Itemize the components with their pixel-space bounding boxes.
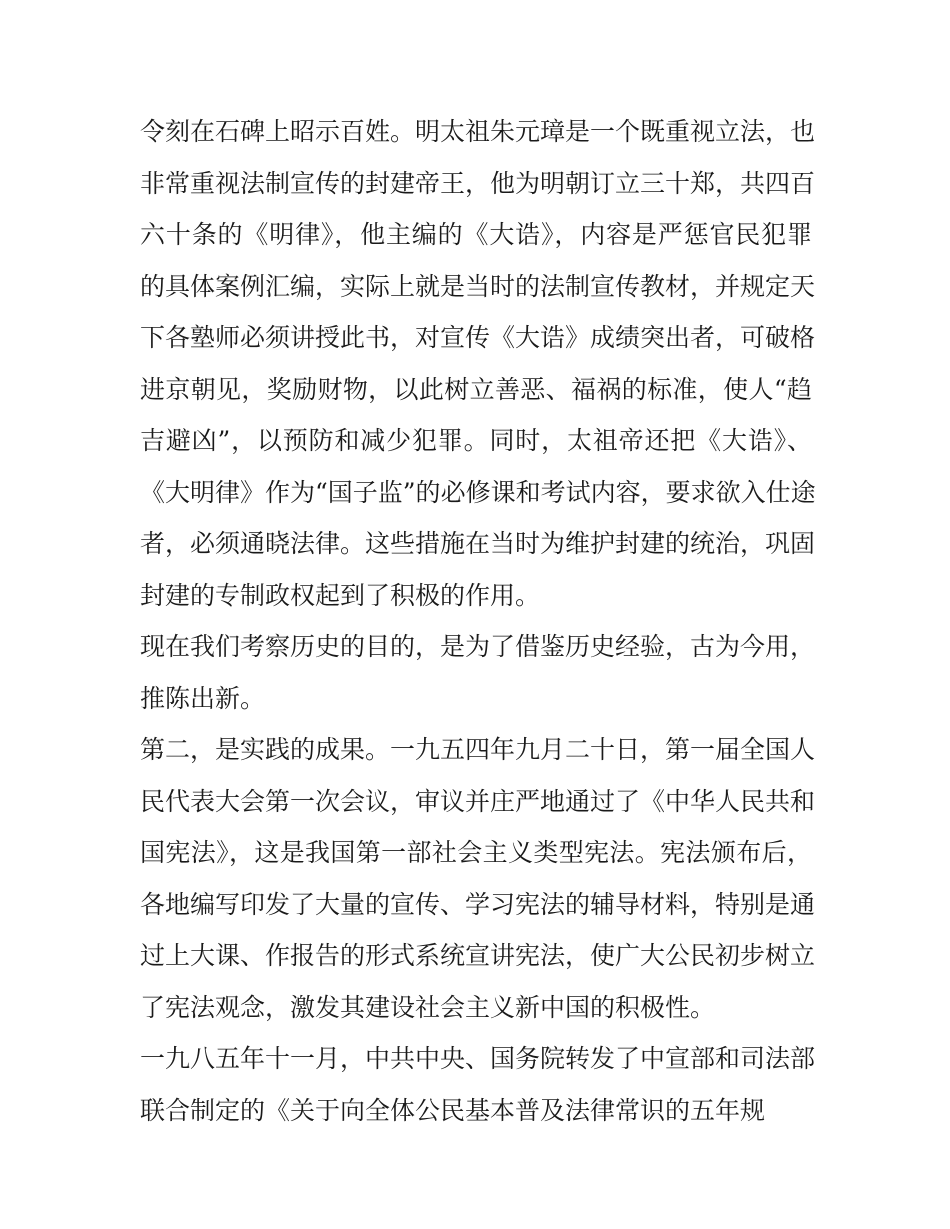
text-line: 下各塾师必须讲授此书，对宣传《大诰》成绩突出者，可破格 <box>140 323 816 352</box>
text-line: 国宪法》，这是我国第一部社会主义类型宪法。宪法颁布后， <box>140 838 812 867</box>
paragraph-ming-dynasty-legal-propaganda <box>140 106 816 621</box>
text-line: 了宪法观念，激发其建设社会主义新中国的积极性。 <box>140 992 716 1022</box>
text-line: 联合制定的《关于向全体公民基本普及法律常识的五年规 <box>140 1095 766 1125</box>
text-line: 过上大课、作报告的形式系统宣讲宪法，使广大公民初步树立 <box>140 941 816 970</box>
text-line: 推陈出新。 <box>140 683 266 713</box>
paragraph-1985-plan <box>140 1033 816 1136</box>
document-page <box>140 106 816 1136</box>
text-line: 各地编写印发了大量的宣传、学习宪法的辅导材料，特别是通 <box>140 889 816 919</box>
text-line: 第二，是实践的成果。一九五四年九月二十日，第一届全国人 <box>140 735 816 764</box>
text-line: 非常重视法制宣传的封建帝王，他为明朝订立三十郑，共四百 <box>140 168 816 198</box>
paragraph-history-purpose <box>140 621 816 724</box>
text-line: 现在我们考察历史的目的，是为了借鉴历史经验，古为今用， <box>140 632 816 661</box>
text-line: 封建的专制政权起到了积极的作用。 <box>140 580 541 610</box>
text-line: 吉避凶”，以预防和减少犯罪。同时，太祖帝还把《大诰》、 <box>140 426 812 455</box>
paragraph-practice-results <box>140 724 816 1033</box>
text-line: 民代表大会第一次会议，审议并庄严地通过了《中华人民共和 <box>140 786 816 816</box>
text-line: 令刻在石碑上昭示百姓。明太祖朱元璋是一个既重视立法，也 <box>140 117 816 146</box>
text-line: 进京朝见，奖励财物，以此树立善恶、福祸的标准，使人“趋 <box>140 374 812 404</box>
text-line: 《大明律》作为“国子监”的必修课和考试内容，要求欲入仕途 <box>140 477 816 507</box>
text-line: 六十条的《明律》，他主编的《大诰》，内容是严惩官民犯罪 <box>140 220 812 249</box>
text-line: 一九八五年十一月，中共中央、国务院转发了中宣部和司法部 <box>140 1044 816 1073</box>
text-line: 的具体案例汇编，实际上就是当时的法制宣传教材，并规定天 <box>140 271 816 301</box>
text-line: 者，必须通晓法律。这些措施在当时为维护封建的统治，巩固 <box>140 529 816 558</box>
